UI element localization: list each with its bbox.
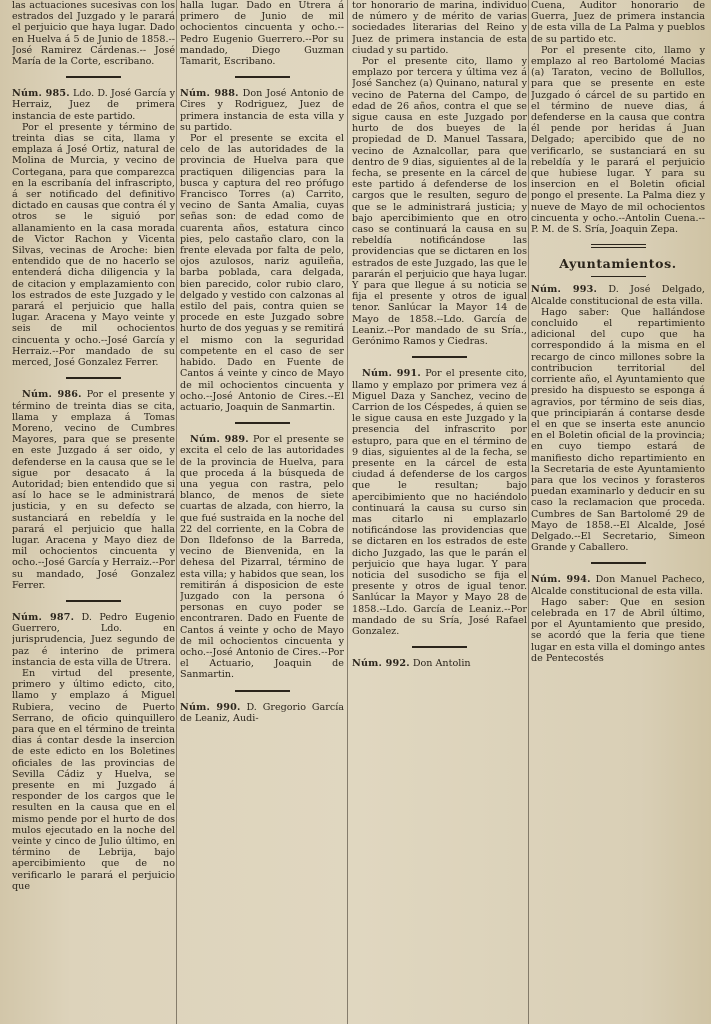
separator-rule [412, 356, 467, 358]
notice-994-title: Don Manuel Pacheco, Alcalde constitucional de esta villa. [531, 574, 705, 597]
separator-rule [235, 422, 290, 424]
notice-993-body: Hago saber: Que hallándose concluido el repartimiento adicional del cupo que ha correspondido á la misma en el recargo de cinco millones sobre la contribucion territorial del corriente año, el Ayuntamiento que presido ha dispuesto se esponga á agravios, por término de seis dias, que principiarán á contarse desde el en que se inserta este anuncio en el Boletin oficial de la provincia; en cuyo tiempo estará de manifiesto dicho repartimiento en la Secretaria de este Ayuntamiento para que los vecinos y forasteros puedan examinarlo y deducir en su caso la reclamacion que proceda. Cumbres de San Bartolomé 29 de Mayo de 1858.--El Alcalde, José Delgado.--El Secretario, Simeon Grande y Caballero. [531, 306, 705, 554]
notice-987-number: Núm. 987. [12, 611, 75, 623]
col4-intro-heading: Cuena, Auditor honorario de Guerra, Juez de primera instancia de esta villa de La Palma y pueblos de su partido etc. [531, 0, 705, 45]
notice-991-text: Por el presente cito, llamo y emplazo por primera vez á Miguel Daza y Sanchez, vecino de Carrion de los Céspedes, á quien se le sigue causa en este Juzgado y la presencia del infrascrito por estupro, para que en el término de 9 dias, siguientes al de la fecha, se presente en la cárcel de esta ciudad á defenderse de los cargos que le resultan; bajo apercibimiento que no haciéndolo continuará la causa su curso sin mas citarlo ni emplazarlo notificándose las providencias que se dictaren en los estrados de este dicho Juzgado, las que le parán el perjuicio que haya lugar. Y para noticia del susodicho se fija el presente y otros de igual tenor. Sanlúcar la Mayor y Mayo 28 de 1858.--Ldo. García de Leaniz.--Por mandado de su Sría, José Rafael Gonzalez. [352, 368, 527, 637]
notice-986-number: Núm. 986. [22, 389, 82, 401]
notice-993-heading [531, 284, 705, 306]
notice-985-body: Por el presente y término de treinta dias se cita, llama y emplaza á José Ortiz, natural de Molina de Murcia, y vecino de Cortegana, para que comparezca en la escribanía del infrascripto, á ser notificado del definitivo dictado en causas que contra él y otros se le siguió por allanamiento en la casa morada de Victor Rachon y Vicenta Silvas, vecinas de Aroche: bien entendido que de no hacerlo se entenderá dicha diligencia y la de citacion y emplazamiento con los estrados de este Juzgado y le parará el perjuicio que halla lugar. Aracena y Mayo veinte y seis de mil ochocientos cincuenta y ocho.--José García y Herraiz.--Por mandado de su merced, José Gonzalez Ferrer. [12, 121, 175, 369]
col3-intro-body: Por el presente cito, llamo y emplazo por tercera y última vez á José Sanchez (a) Quinano, natural y vecino de Paterna del Campo, de edad de 26 años, contra el que se sigue causa en este Juzgado por hurto de dos bueyes de la propiedad de D. Manuel Tassara, vecino de Aznalcollar, para que dentro de 9 dias, siguientes al de la fecha, se presente en la cárcel de este partido á defenderse de los cargos que le resulten, seguro de que se le administrará justicia; y bajo apercibimiento que en otro caso se continuará la causa en su rebeldía notificándose las providencias que se dictaren en los estrados de este Juzgado, las que le pararán el perjuicio que haya lugar. Y para que llegue á su noticia se fija el presente y otros de igual tenor. Sanlúcar la Mayor 14 de Mayo de 1858.--Ldo. García de Leaniz.--Por mandado de su Sría., Gerónimo Ramos y Ciedras. [352, 56, 527, 348]
separator-rule [591, 562, 646, 564]
notice-993-number: Núm. 993. [531, 284, 598, 296]
notice-988-number: Núm. 988. [180, 88, 239, 100]
col3-intro-heading: tor honorario de marina, individuo de número y de mérito de varias sociedades literarias del Reino y Juez de primera instancia de esta ciudad y su partido. [352, 0, 527, 56]
notice-987-title: D. Pedro Eugenio Guerrero, Ldo. en jurisprudencia, Juez segundo de paz é interino de primera instancia de esta villa de Utrera. [12, 611, 175, 668]
notice-993-title: D. José Delgado, Alcalde constitucional de esta villa. [531, 284, 705, 307]
column-3 [352, 0, 527, 1024]
notice-990-title: D. Gregorio García de Leaniz, Audi- [180, 701, 344, 724]
separator-rule [412, 646, 467, 648]
notice-986-body [12, 389, 175, 591]
column-divider [176, 0, 177, 1024]
notice-994-heading [531, 574, 705, 596]
notice-989-text: Por el presente se excita el celo de las autoridades de la provincia de Huelva, para que proceda á la búsqueda de una yegua con rastra, pelo blanco, de menos de siete cuartas de alzada, con hierro, la que fué sustraida en la noche del 22 del corriente, en la Cobra de Don Ildefonso de la Barreda, vecino de Bienvenida, en la dehesa del Pizarral, término de esta villa; y habidos que sean, los remitirán á disposicion de este Juzgado con la persona ó personas en cuyo poder se encontraren. Dado en Fuente de Cantos á veinte y ocho de Mayo de mil ochocientos cincuenta y ocho.--José Antonio de Cires.--Por el Actuario, Joaquin de Sanmartin. [180, 434, 344, 681]
notice-994-number: Núm. 994. [531, 574, 591, 586]
column-2 [180, 0, 344, 1024]
notice-987-heading [12, 612, 175, 668]
separator-rule [235, 690, 290, 692]
notice-991-number: Núm. 991. [362, 368, 421, 380]
notice-990-number: Núm. 990. [180, 701, 241, 713]
notice-986-text: Por el presente y término de treinta dias se cita, llama y emplaza á Tomas Moreno, vecino de Cumbres Mayores, para que se presente en este Juzgado á ser oido, y defenderse en la causa que se le sigue por desacato á la Autoridad; bien entendido que si así lo hace se le administrará justicia, y en su defecto se sustanciará en rebeldía y le parará el perjuicio que halla lugar. Aracena y Mayo diez de mil ochocientos cincuenta y ocho.--José García y Herraiz.--Por su mandado, José Gonzalez Ferrer. [12, 389, 175, 591]
separator-rule [235, 76, 290, 78]
notice-992-title: Don Antolin [412, 658, 471, 670]
notice-987-body: En virtud del presente, primero y último edicto, cito, llamo y emplazo á Miguel Rubiera, vecino de Puerto Serrano, de oficio quinquillero para que en el término de treinta dias á contar desde la insercion de este edicto en los Boletines oficiales de las provincias de Sevilla Cádiz y Huelva, se presente en mi Juzgado á responder de los cargos que le resulten en la causa que en el mismo pende por el hurto de dos mulos ejecutado en la noche del veinte y cinco de Julio último, en término de Lebrija, bajo apercibimiento que de no verificarlo le parará el perjuicio que [12, 667, 175, 892]
col1-intro-text: las actuaciones sucesivas con los estrados del Juzgado y le parará el perjuicio que haya lugar. Dado en Huelva á 5 de Junio de 1858.-- José Ramirez Cárdenas.-- José María de la Corte, escribano. [12, 0, 175, 68]
notice-994-body: Hago saber: Que en sesion celebrada en 17 de Abril último, por el Ayuntamiento que presido, se acordó que la feria que tiene lugar en esta villa el domingo antes de Pentecostés [531, 596, 705, 664]
separator-rule [66, 377, 121, 379]
separator-rule [66, 600, 121, 602]
notice-985-heading [12, 88, 175, 122]
separator-rule [66, 76, 121, 78]
notice-990-heading [180, 702, 344, 724]
notice-988-title: Don José Antonio de Cires y Rodriguez, Juez de primera instancia de esta villa y su partido. [180, 88, 344, 133]
column-divider [347, 0, 348, 1024]
section-title-ayuntamientos: Ayuntamientos. [559, 256, 677, 272]
notice-985-number: Núm. 985. [12, 88, 70, 100]
notice-989-number: Núm. 989. [190, 434, 249, 446]
notice-988-body: Por el presente se excita el celo de las autoridades de la provincia de Huelva para que practiquen diligencias para la busca y captura del reo prófugo Francisco Torres (a) Carrito, vecino de Santa Amalia, cuyas señas son: de edad como de cuarenta años, estatura cinco pies, pelo castaño claro, con la frente elevada por falta de pelo, ojos azulosos, nariz aguileña, barba poblada, cara delgada, bien parecido, color rubio claro, delgado y vestido con calzonas al estilo del pais, contra quien se procede en este Juzgado sobre hurto de dos yeguas y se remitirá el mismo con la seguridad competente en el caso de ser habido. Dado en Fuente de Cantos á veinte y cinco de Mayo de mil ochocientos cincuenta y ocho.--José Antonio de Cires.--El actuario, Joaquin de Sanmartin. [180, 133, 344, 413]
notice-991-body [352, 368, 527, 637]
column-4 [531, 0, 705, 1024]
column-1 [12, 0, 175, 1024]
notice-992-number: Núm. 992. [352, 658, 410, 670]
notice-992-heading [352, 658, 527, 669]
section-separator-rule [591, 244, 646, 248]
col2-intro-text: halla lugar. Dado en Utrera á primero de Junio de mil ochocientos cincuenta y ocho.--Pedro Eugenio Guerrero.--Por su mandado, Diego Guzman Tamarit, Escribano. [180, 0, 344, 68]
col4-intro-body: Por el presente cito, llamo y emplazo al reo Bartolomé Macias (a) Taraton, vecino de Bollullos, para que se presente en este Juzgado ó cárcel de su partido en el término de nueve dias, á defenderse en la causa que contra él pende por heridas á Juan Delgado; apercibido que de no verificarlo, se sustanciará en su rebeldía y le parará el perjuicio que hubiese lugar. Y para su insercion en el Boletin oficial pongo el presente. La Palma diez y nueve de Mayo de mil ochocientos cincuenta y ocho.--Antolin Cuena.-- P. M. de S. Sría, Joaquin Zepa. [531, 44, 705, 236]
notice-988-heading [180, 88, 344, 133]
notice-989-body [180, 434, 344, 680]
column-divider [528, 0, 529, 1024]
notice-985-title: Ldo. D. José García y Herraiz, Juez de primera instancia de este partido. [12, 88, 175, 122]
separator-rule [591, 276, 646, 277]
